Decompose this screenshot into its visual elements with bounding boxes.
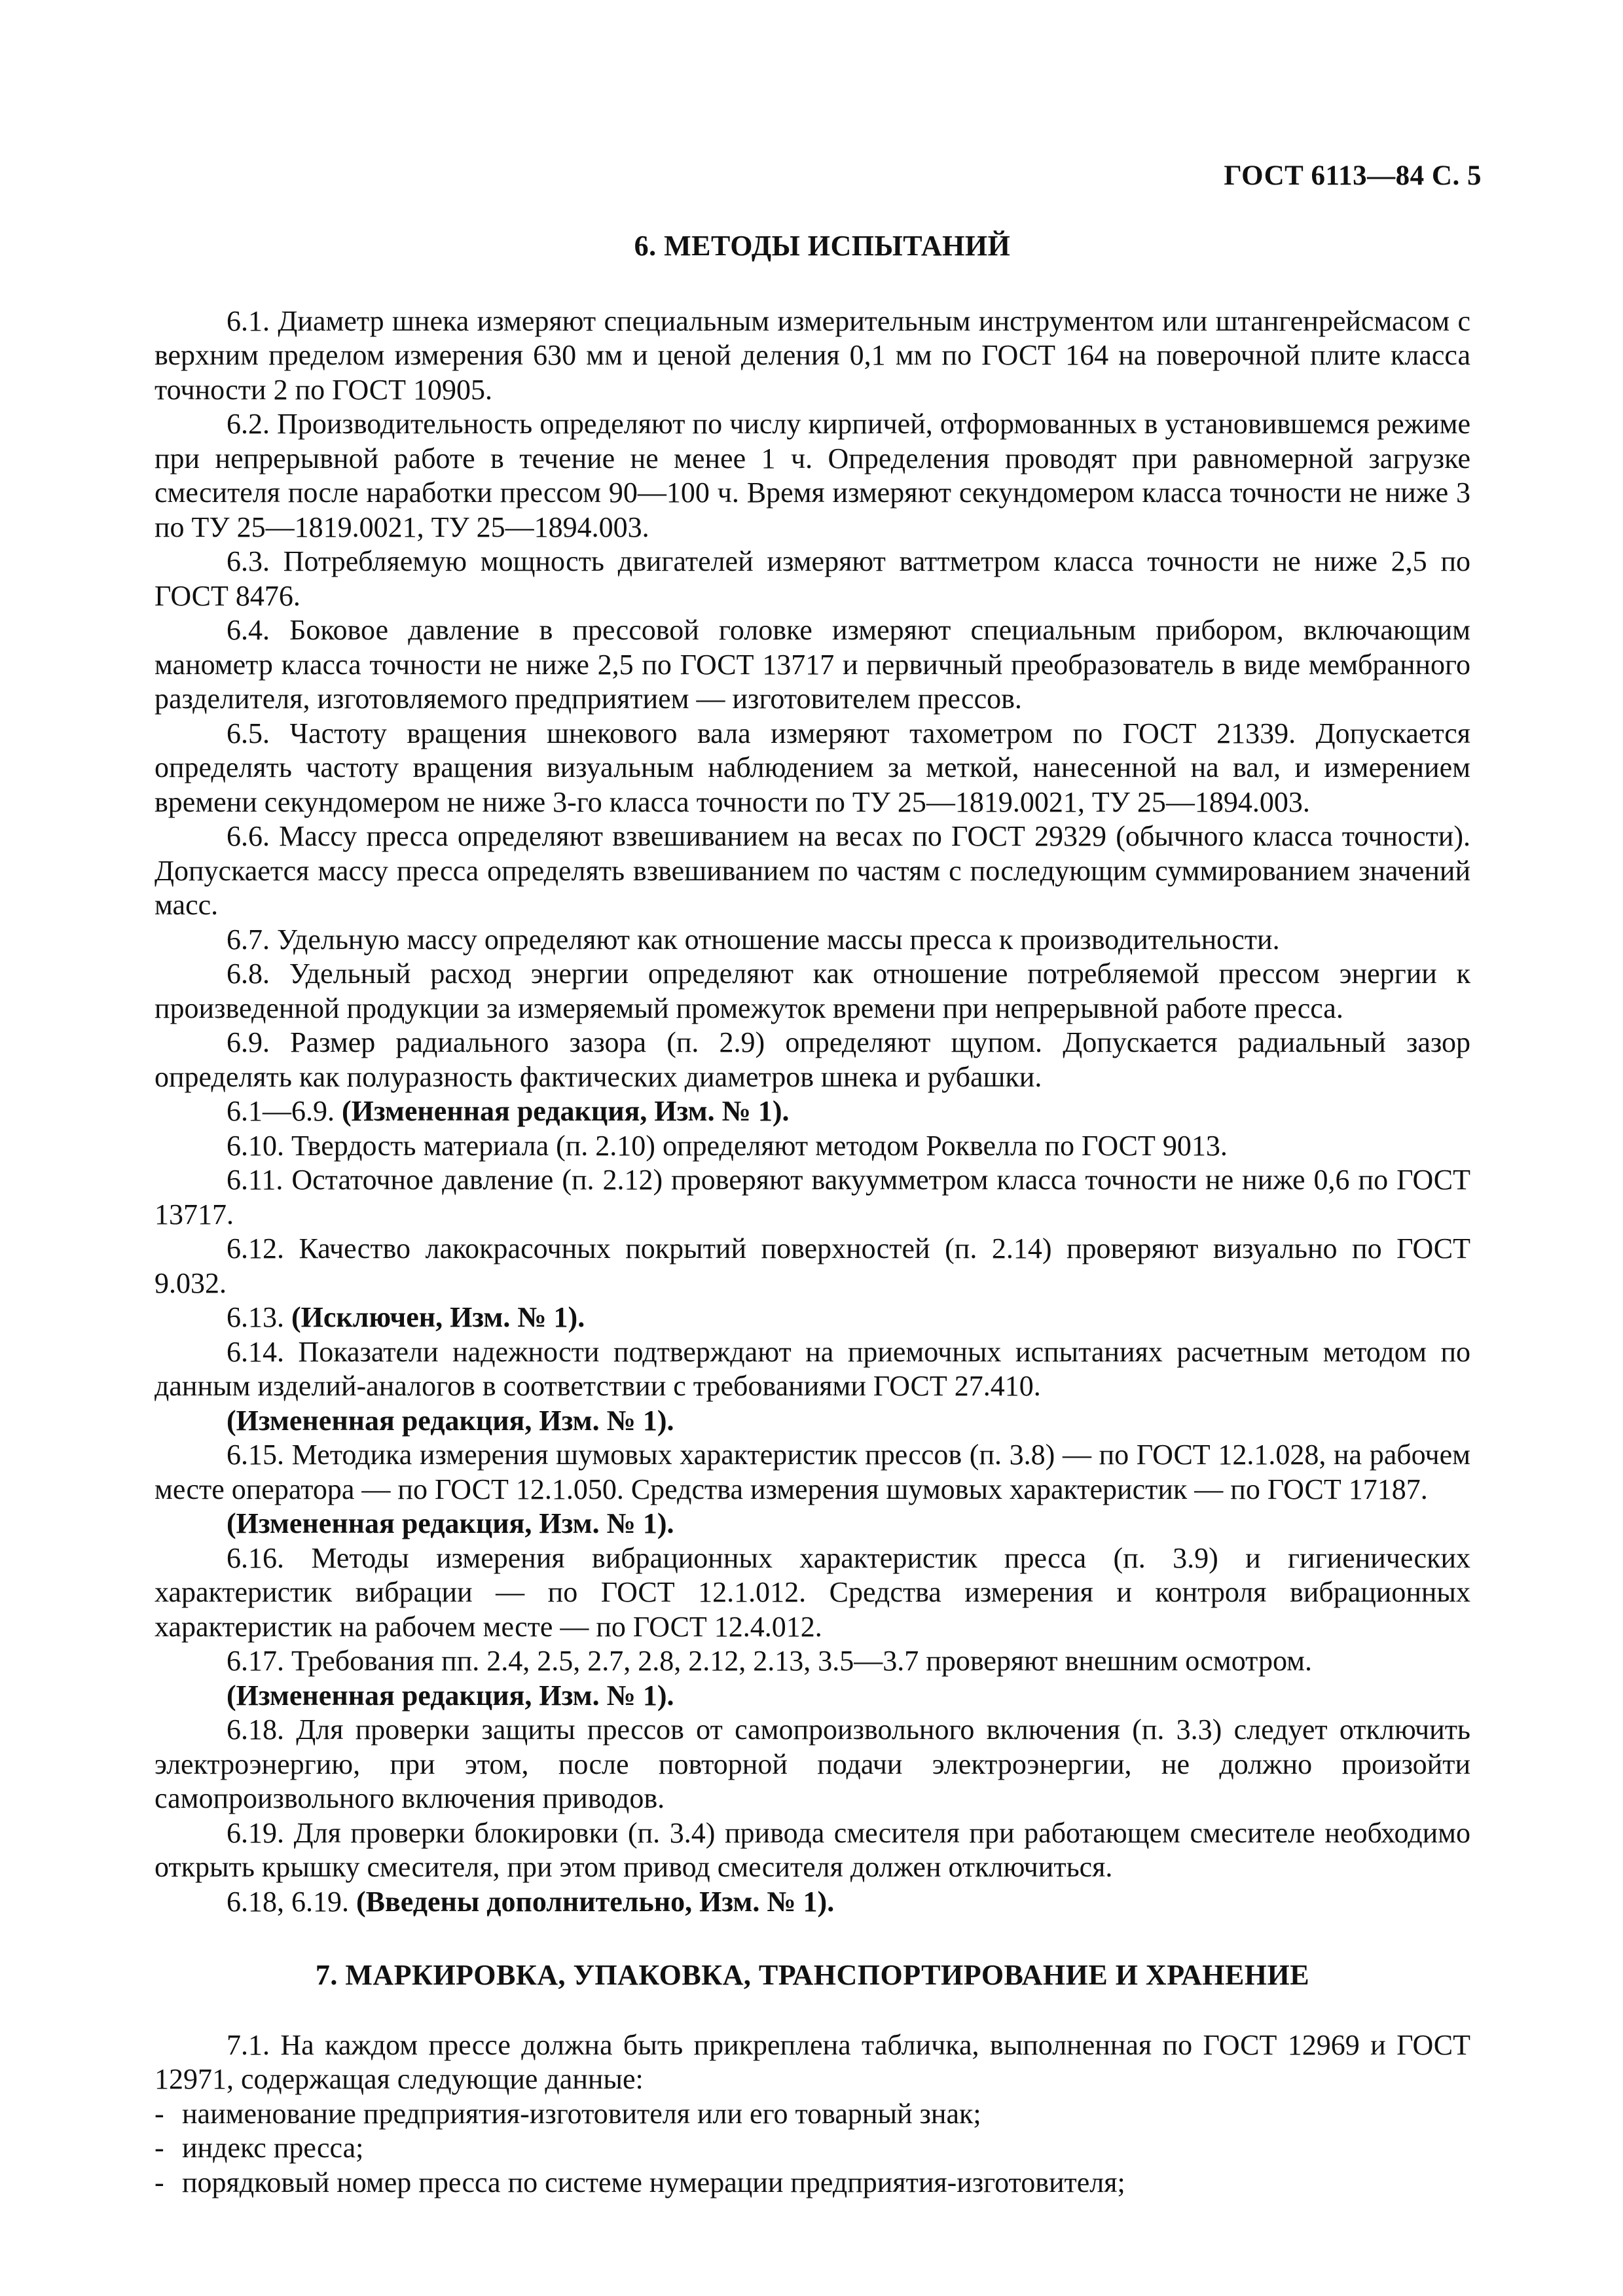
page-header: ГОСТ 6113—84 С. 5 bbox=[1224, 160, 1482, 191]
paragraph-6-9: 6.9. Размер радиального зазора (п. 2.9) определяют щупом. Допускается радиальный зазор определять как полуразность фактических диаметров шнека и рубашки. bbox=[155, 1026, 1470, 1093]
dash-marker: - bbox=[155, 2097, 164, 2130]
list-item bbox=[155, 2166, 1470, 2200]
list-item bbox=[155, 2131, 1470, 2166]
paragraph-6-7: 6.7. Удельную массу определяют как отношение массы пресса к производительности. bbox=[227, 923, 1280, 956]
paragraph-6-19: 6.19. Для проверки блокировки (п. 3.4) привода смесителя при работающем смесителе необходимо открыть крышку смесителя, при этом привод смесителя должен отключиться. bbox=[155, 1816, 1470, 1883]
amendment-note-6-17: (Измененная редакция, Изм. № 1). bbox=[227, 1679, 674, 1712]
paragraph-6-18-6-19-amendment bbox=[155, 1885, 1470, 1920]
paragraph-6-16: 6.16. Методы измерения вибрационных характеристик пресса (п. 3.9) и гигиенических характеристик вибрации — по ГОСТ 12.1.012. Средства измерения и контроля вибрационных характеристик на рабочем месте — по ГОСТ 12.4.012. bbox=[155, 1541, 1470, 1643]
paragraph-6-5: 6.5. Частоту вращения шнекового вала измеряют тахометром по ГОСТ 21339. Допускается определять частоту вращения визуальным наблюдением за меткой, нанесенной на вал, и измерением времени секундомером не ниже 3-го класса точности по ТУ 25—1819.0021, ТУ 25—1894.003. bbox=[155, 717, 1470, 818]
document-body bbox=[155, 229, 1470, 2200]
list-item-text: наименование предприятия-изготовителя или его товарный знак; bbox=[182, 2097, 981, 2130]
paragraph-6-8: 6.8. Удельный расход энергии определяют как отношение потребляемой прессом энергии к произведенной продукции за измеряемый промежуток времени при непрерывной работе пресса. bbox=[155, 958, 1470, 1024]
dash-marker: - bbox=[155, 2166, 164, 2198]
paragraph-6-17: 6.17. Требования пп. 2.4, 2.5, 2.7, 2.8, 2.12, 2.13, 3.5—3.7 проверяют внешним осмотром. bbox=[227, 1645, 1312, 1677]
paragraph-7-1: 7.1. На каждом прессе должна быть прикреплена табличка, выполненная по ГОСТ 12969 и ГОСТ 12971, содержащая следующие данные: bbox=[155, 2028, 1470, 2095]
list-item-text: порядковый номер пресса по системе нумерации предприятия-изготовителя; bbox=[182, 2166, 1125, 2198]
amendment-note: (Измененная редакция, Изм. № 1). bbox=[342, 1095, 790, 1127]
excluded-note: (Исключен, Изм. № 1). bbox=[291, 1301, 585, 1333]
paragraph-6-3: 6.3. Потребляемую мощность двигателей измеряют ваттметром класса точности не ниже 2,5 по ГОСТ 8476. bbox=[155, 545, 1470, 612]
paragraph-6-1-6-9-amendment bbox=[155, 1094, 1470, 1129]
paragraph-6-10: 6.10. Твердость материала (п. 2.10) определяют методом Роквелла по ГОСТ 9013. bbox=[227, 1129, 1228, 1162]
list-item-text: индекс пресса; bbox=[182, 2132, 364, 2164]
section-7-title: 7. МАРКИРОВКА, УПАКОВКА, ТРАНСПОРТИРОВАНИЕ И ХРАНЕНИЕ bbox=[315, 1959, 1310, 1991]
plate-data-list bbox=[155, 2097, 1470, 2200]
paragraph-6-2: 6.2. Производительность определяют по числу кирпичей, отформованных в установившемся режиме при непрерывной работе в течение не менее 1 ч. Определения проводят при равномерной загрузке смесителя после наработки прессом 90—100 ч. Время измеряют секундомером класса точности не ниже 3 по ТУ 25—1819.0021, ТУ 25—1894.003. bbox=[155, 408, 1470, 543]
clause-ref: 6.13. bbox=[227, 1301, 284, 1333]
dash-marker: - bbox=[155, 2132, 164, 2164]
paragraph-6-4: 6.4. Боковое давление в прессовой головке измеряют специальным прибором, включающим манометр класса точности не ниже 2,5 по ГОСТ 13717 и первичный преобразователь в виде мембранного разделителя, изготовляемого предприятием — изготовителем прессов. bbox=[155, 614, 1470, 715]
list-item bbox=[155, 2097, 1470, 2132]
paragraph-6-14: 6.14. Показатели надежности подтверждают на приемочных испытаниях расчетным методом по данным изделий-аналогов в соответствии с требованиями ГОСТ 27.410. bbox=[155, 1335, 1470, 1402]
paragraph-6-18: 6.18. Для проверки защиты прессов от самопроизвольного включения (п. 3.3) следует отключить электроэнергию, при этом, после повторной подачи электроэнергии, не должно произойти самопроизвольного включения приводов. bbox=[155, 1713, 1470, 1814]
paragraph-6-13 bbox=[155, 1300, 1470, 1335]
paragraph-6-11: 6.11. Остаточное давление (п. 2.12) проверяют вакуумметром класса точности не ниже 0,6 по ГОСТ 13717. bbox=[155, 1164, 1470, 1230]
amendment-note-6-14: (Измененная редакция, Изм. № 1). bbox=[227, 1404, 674, 1437]
section-6-title: 6. МЕТОДЫ ИСПЫТАНИЙ bbox=[634, 230, 1011, 262]
paragraph-6-6: 6.6. Массу пресса определяют взвешиванием на весах по ГОСТ 29329 (обычного класса точности). Допускается массу пресса определять взвешиванием по частям с последующим суммированием значений масс. bbox=[155, 820, 1470, 921]
paragraph-6-15: 6.15. Методика измерения шумовых характеристик прессов (п. 3.8) — по ГОСТ 12.1.028, на рабочем месте оператора — по ГОСТ 12.1.050. Средства измерения шумовых характеристик — по ГОСТ 17187. bbox=[155, 1439, 1470, 1505]
amendment-ref: 6.1—6.9. bbox=[227, 1095, 335, 1127]
paragraph-6-12: 6.12. Качество лакокрасочных покрытий поверхностей (п. 2.14) проверяют визуально по ГОСТ 9.032. bbox=[155, 1232, 1470, 1299]
paragraph-6-1: 6.1. Диаметр шнека измеряют специальным измерительным инструментом или штангенрейсмасом с верхним пределом измерения 630 мм и ценой деления 0,1 мм по ГОСТ 164 на поверочной плите класса точности 2 по ГОСТ 10905. bbox=[155, 304, 1470, 406]
amendment-ref: 6.18, 6.19. bbox=[227, 1885, 349, 1918]
amendment-note-6-15: (Измененная редакция, Изм. № 1). bbox=[227, 1507, 674, 1539]
amendment-note: (Введены дополнительно, Изм. № 1). bbox=[356, 1885, 835, 1918]
